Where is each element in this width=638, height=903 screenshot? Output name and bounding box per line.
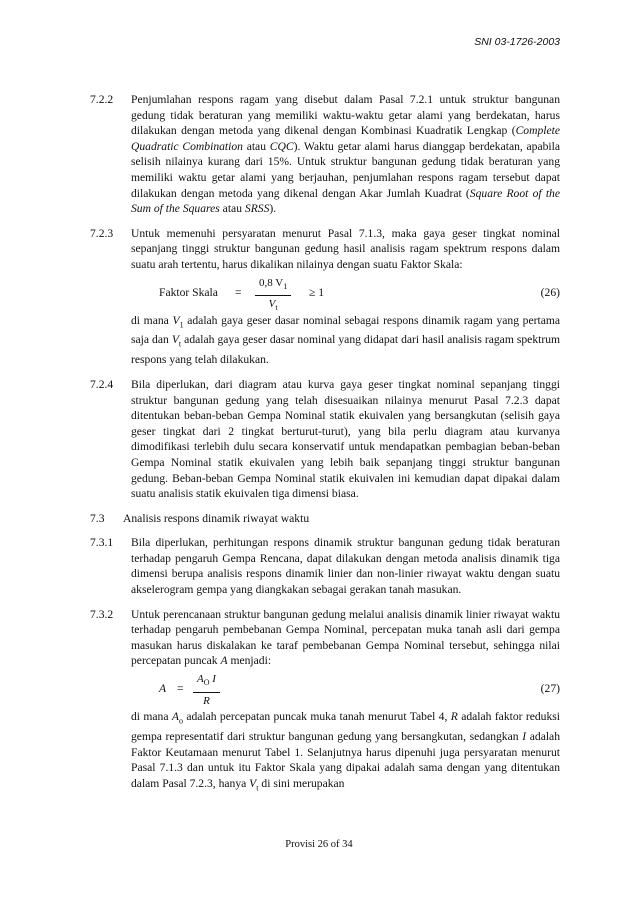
text-run: atau: [242, 139, 270, 153]
section-number: 7.2.2: [90, 93, 114, 106]
section-text: [131, 92, 560, 217]
section-text: Bila diperlukan, dari diagram atau kurva gaya geser tingkat nominal sepanjang tinggi struktur bangunan gedung yang telah disesuaikan nilainya menurut Pasal 7.2.3 dapat ditentukan beban-beban Gempa Nominal statik ekuivalen yang bersangkutan (selisih gaya geser tingkat dari 2 tingkat berturut-turut), yang bila perlu diagram atau kurvanya dimodifikasi terlebih dulu secara konservatif untuk mendapatkan pembagian beban-beban Gempa Nominal statik ekuivalen yang lebih baik sepanjang tinggi struktur bangunan gedung. Beban-beban Gempa Nominal statik ekuivalen ini kemudian dapat dipakai dalam suatu analisis statik ekuivalen tiga dimensi biasa.: [131, 377, 560, 501]
section-explanation: di mana $A_o$ adalah percepatan puncak muka tanah menurut Tabel 4, R adalah faktor reduksi gempa representatif dari struktur bangunan gedung yang bersangkutan, sedangkan I adalah Faktor Keutamaan menurut Tabel 1. Selanjutnya harus dipenuhi juga persyaratan menurut Pasal 7.1.3 dan untuk itu Faktor Skala yang dipakai adalah sama dengan yang ditentukan dalam Pasal 7.2.3, hanya $V_t$ di sini merupakan: [131, 710, 561, 793]
equation-number: (26): [540, 285, 560, 299]
section-text: [131, 607, 560, 796]
section-title: Analisis respons dinamik riwayat waktu: [123, 511, 310, 525]
section-text: Bila diperlukan, perhitungan respons dinamik struktur bangunan gedung tidak beraturan terhadap pengaruh Gempa Rencana, dapat dilakukan dengan metoda analisis dinamik tiga dimensi berupa analisis respons dinamik linier dan non-linier riwayat waktu dengan suatu akselerogram gempa yang diangkakan sebagai gerakan tanah masukan.: [131, 536, 560, 597]
formula-26: [131, 275, 560, 311]
formula-relation: ≥ 1: [309, 285, 325, 299]
formula-27: [131, 671, 560, 707]
fraction-denominator: R: [203, 694, 210, 707]
section-7-3-2: [90, 607, 560, 796]
section-number: 7.3.2: [90, 607, 114, 621]
fraction-numerator: $A_O$ I: [193, 672, 220, 693]
section-number: 7.3: [90, 511, 105, 525]
term-italic: Complete Quadratic Combination: [131, 124, 560, 153]
formula-lhs: A: [159, 682, 167, 696]
text-run: ).: [269, 202, 277, 216]
section-number: 7.3.1: [90, 536, 114, 550]
text-run: ). Waktu getar alami harus dianggap berdekatan, apabila selisih nilainya kurang dari 15%. Untuk struktur bangunan gedung tidak beraturan yang memiliki waktu getar alami yang berjauhan, penjumlahan respons ragam tersebut dapat dilakukan dengan metoda yang dikenal dengan Akar Jumlah Kuadrat (: [131, 139, 560, 200]
term-italic: SRSS: [244, 202, 270, 216]
section-7-2-2: [90, 92, 560, 217]
fraction-denominator: $V_t$: [268, 298, 278, 313]
formula-equals: =: [177, 682, 184, 696]
section-7-2-3: [90, 226, 560, 368]
text-run: Penjumlahan respons ragam yang disebut dalam Pasal 7.2.1 untuk struktur bangunan gedung tidak beraturan yang memiliki waktu-waktu getar alami yang berdekatan, harus dilakukan dengan metoda yang dikenal dengan Kombinasi Kuadratik Lengkap (: [131, 93, 560, 138]
fraction-numerator: 0,8 $V_1$: [255, 276, 291, 297]
text-run: atau: [219, 202, 245, 216]
document-code: SNI 03-1726-2003: [474, 36, 560, 48]
formula-equals: =: [235, 285, 242, 299]
page-body: [90, 92, 560, 805]
section-7-3-1: [90, 535, 560, 597]
section-7-3-heading: [90, 511, 560, 527]
section-intro: Untuk memenuhi persyaratan menurut Pasal 7.1.3, maka gaya geser tingkat nominal sepanjang tinggi struktur bangunan gedung hasil analisis ragam spektrum respons dalam suatu arah tertentu, harus dikalikan nilainya dengan suatu Faktor Skala:: [131, 226, 560, 271]
section-text: [131, 226, 560, 368]
section-explanation: di mana $V_1$ adalah gaya geser dasar nominal sebagai respons dinamik ragam yang pertama saja dan $V_t$ adalah gaya geser dasar nominal yang didapat dari hasil analisis ragam spektrum respons yang telah dilakukan.: [131, 313, 561, 367]
equation-number: (27): [540, 682, 560, 696]
formula-fraction: [255, 276, 291, 317]
term-italic: Square Root of the Sum of the Squares: [131, 186, 560, 216]
term-italic: CQC: [269, 139, 294, 153]
section-7-2-4: [90, 377, 560, 502]
section-intro: Untuk perencanaan struktur bangunan gedung melalui analisis dinamik linier riwayat waktu terhadap pengaruh pembebanan Gempa Nominal, percepatan muka tanah asli dari gempa masukan harus diskalakan ke taraf pembebanan Gempa Nominal tersebut, sehingga nilai percepatan puncak A menjadi:: [131, 607, 560, 668]
formula-fraction: [193, 672, 220, 709]
section-number: 7.2.4: [90, 377, 114, 391]
page-number: Provisi 26 of 34: [285, 839, 353, 850]
section-number: 7.2.3: [90, 226, 114, 240]
formula-label: Faktor Skala: [159, 285, 218, 299]
